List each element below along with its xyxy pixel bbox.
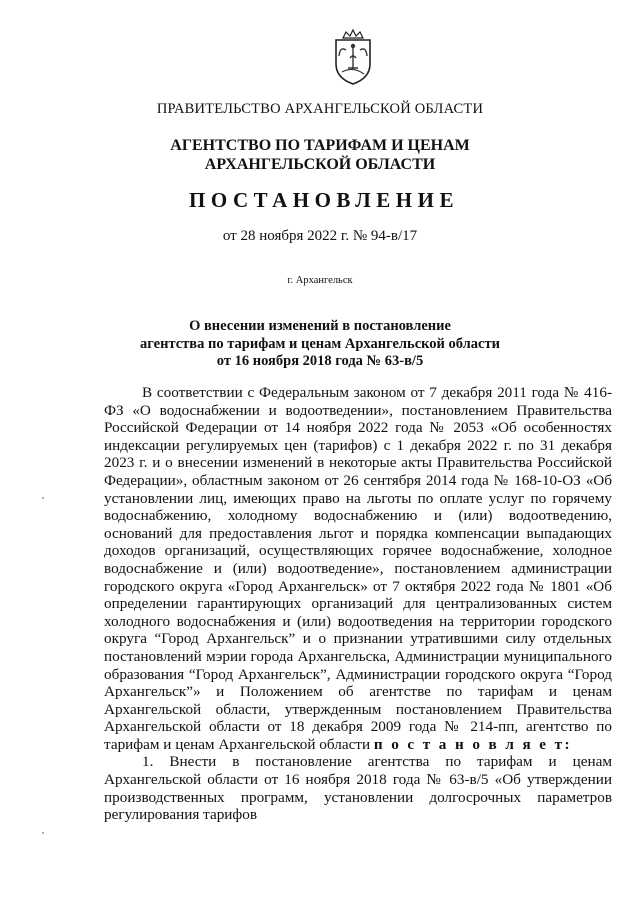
subject-line3: от 16 ноября 2018 года № 63-в/5 <box>216 353 424 369</box>
document-body <box>104 384 612 824</box>
resolves-keyword: п о с т а н о в л я е т: <box>373 735 572 753</box>
document-city: г. Архангельск <box>287 275 353 286</box>
document-date-number: от 28 ноября 2022 г. № 94-в/17 <box>222 228 418 244</box>
document-type-title: ПОСТАНОВЛЕНИЕ <box>189 188 459 212</box>
subject-line1: О внесении изменений в постановление <box>189 318 451 334</box>
document-subject <box>0 318 640 371</box>
government-name: ПРАВИТЕЛЬСТВО АРХАНГЕЛЬСКОЙ ОБЛАСТИ <box>156 101 484 117</box>
subject-line2: агентства по тарифам и ценам Архангельской области <box>140 335 500 352</box>
scan-speck <box>42 832 44 834</box>
preamble-paragraph <box>104 384 612 753</box>
item-1-paragraph: 1. Внести в постановление агентства по тарифам и ценам Архангельской области от 16 ноября 2018 года № 63-в/5 «Об утверждении производственных программ, установлении долгосрочных параметров регулирования тарифов <box>104 753 612 824</box>
preamble-text: В соответствии с Федеральным законом от 7 декабря 2011 года № 416-ФЗ «О водоснабжении и водоотведении», постановлением Правительства Российской Федерации от 14 ноября 2022 года № 2053 «Об особенностях индексации регулируемых цен (тарифов) с 1 декабря 2022 г. по 31 декабря 2023 г. и о внесении изменений в некоторые акты Правительства Российской Федерации», областным законом от 26 сентября 2014 года № 168-10-ОЗ «Об установлении лиц, имеющих право на льготы по оплате услуг по горячему водоснабжению, холодному водоснабжению и (или) водоотведению, оснований для предоставления льгот и порядка компенсации выпадающих доходов организаций, осуществляющих горячее водоснабжение, холодное водоснабжение и (или) водоотведение», постановлением администрации городского округа «Город Архангельск» от 7 октября 2022 года № 1801 «Об определении гарантирующих организаций для централизованных систем холодного водоснабжения и (или) водоотведения на территории городского округа “Город Архангельск” и о признании утратившими силу отдельных постановлений мэрии города Архангельска, Администрации муниципального образования “Город Архангельск”, Администрации городского округа “Город Архангельск”» и Положением об агентстве по тарифам и ценам Архангельской области, утвержденным постановлением Правительства Архангельской области от 18 декабря 2009 года № 214-пп, агентство по тарифам и ценам Архангельской области <box>104 384 612 753</box>
agency-name-line1: АГЕНТСТВО ПО ТАРИФАМ И ЦЕНАМ <box>170 137 470 154</box>
agency-name <box>0 136 640 174</box>
scan-speck <box>42 497 44 499</box>
agency-name-line2: АРХАНГЕЛЬСКОЙ ОБЛАСТИ <box>204 156 436 173</box>
arkhangelsk-coat-of-arms-icon <box>330 28 376 86</box>
